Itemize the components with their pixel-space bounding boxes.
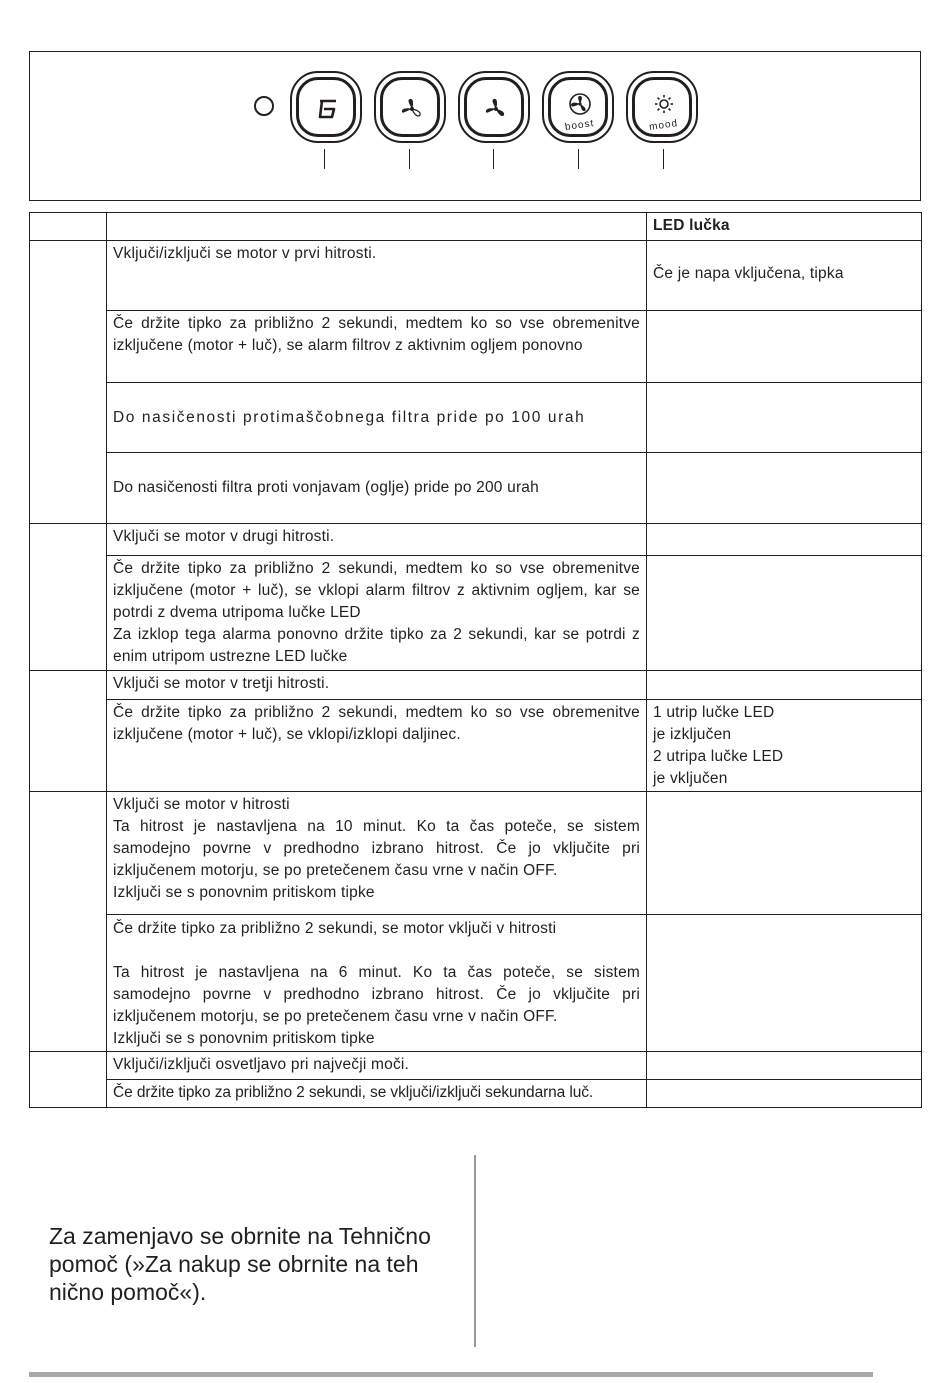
sun-mood-icon [628, 73, 700, 145]
description-text: Izključi se s ponovnim pritiskom tipke [113, 1030, 375, 1047]
column-divider [474, 1155, 476, 1347]
fan-boost-icon [544, 73, 616, 145]
replacement-note: Za zamenjavo se obrnite na Tehnično pomoč (»Za nakup se obrnite na teh nično pomoč«). [49, 1223, 431, 1305]
led-cell [647, 1052, 922, 1080]
table-row [30, 671, 922, 700]
mood-label: mood [648, 118, 679, 133]
led-text: je izključen [653, 726, 732, 743]
footer-rule [29, 1372, 873, 1377]
lock-button[interactable] [290, 71, 362, 143]
table-row [30, 556, 922, 671]
led-cell [647, 1080, 922, 1108]
fan-speed-1-button[interactable] [374, 71, 446, 143]
description-text: Vključi se motor v hitrosti [113, 796, 290, 813]
function-table [29, 212, 922, 1108]
fan-speed-2-button[interactable] [458, 71, 530, 143]
leader-line [578, 149, 579, 169]
table-row [30, 700, 922, 792]
lock-s-icon [292, 73, 364, 145]
led-cell [647, 524, 922, 556]
led-cell [647, 556, 922, 671]
description-text: Izključi se s ponovnim pritiskom tipke [113, 884, 375, 901]
description-cell: Če držite tipko za približno 2 sekundi, medtem ko so vse obremenitve izključene (motor + luč), se vklopi/izklopi daljinec. [107, 700, 647, 792]
description-cell [107, 792, 647, 915]
table-row [30, 453, 922, 524]
description-cell: Vključi se motor v drugi hitrosti. [107, 524, 647, 556]
description-cell [107, 915, 647, 1052]
key-cell [30, 792, 107, 1052]
header-cell-function [107, 213, 647, 241]
boost-button[interactable] [542, 71, 614, 143]
description-cell: Do nasičenosti protimaščobnega filtra pride po 100 urah [107, 383, 647, 453]
description-text: Če držite tipko za približno 2 sekundi, se motor vključi v hitrosti [113, 920, 557, 937]
key-cell [30, 241, 107, 524]
led-cell [647, 383, 922, 453]
table-row [30, 241, 922, 311]
key-cell [30, 524, 107, 671]
led-cell [647, 700, 922, 792]
key-cell [30, 671, 107, 792]
led-cell: Če je napa vključena, tipka [647, 241, 922, 311]
description-cell: Če držite tipko za približno 2 sekundi, se vključi/izključi sekundarna luč. [107, 1080, 647, 1108]
led-text: 1 utrip lučke LED [653, 704, 775, 721]
led-cell [647, 915, 922, 1052]
fan-speed-2-icon [460, 73, 532, 145]
key-cell [30, 1052, 107, 1108]
led-cell [647, 453, 922, 524]
mood-button[interactable] [626, 71, 698, 143]
led-text: je vključen [653, 770, 728, 787]
table-row [30, 524, 922, 556]
description-cell: Vključi se motor v tretji hitrosti. [107, 671, 647, 700]
led-text: 2 utripa lučke LED [653, 748, 784, 765]
led-cell [647, 792, 922, 915]
fan-speed-1-icon [376, 73, 448, 145]
leader-line [324, 149, 325, 169]
header-cell-led: LED lučka [647, 213, 922, 241]
description-cell: Če držite tipko za približno 2 sekundi, medtem ko so vse obremenitve izključene (motor + luč), se alarm filtrov z aktivnim ogljem ponovno [107, 311, 647, 383]
leader-line [493, 149, 494, 169]
boost-label: boost [564, 118, 596, 134]
table-row [30, 1080, 922, 1108]
table-row [30, 792, 922, 915]
leader-line [409, 149, 410, 169]
description-text: Če držite tipko za približno 2 sekundi, medtem ko so vse obremenitve izključene (motor + luč), se vklopi alarm filtrov z aktivnim ogljem, kar se potrdi z dvema utripoma lučke LED [113, 560, 640, 621]
led-cell [647, 311, 922, 383]
description-cell: Vključi/izključi osvetljavo pri največji moči. [107, 1052, 647, 1080]
description-cell: Do nasičenosti filtra proti vonjavam (oglje) pride po 200 urah [107, 453, 647, 524]
description-text: Ta hitrost je nastavljena na 10 minut. Ko ta čas poteče, se sistem samodejno povrne v predhodno izbrano hitrost. Če jo vključite pri izključenem motorju, se po pretečenem času vrne v način OFF. [113, 818, 640, 879]
table-row [30, 311, 922, 383]
table-row [30, 1052, 922, 1080]
description-cell: Vključi/izključi se motor v prvi hitrosti. [107, 241, 647, 311]
table-row [30, 915, 922, 1052]
led-indicator [254, 96, 274, 116]
description-text: Ta hitrost je nastavljena na 6 minut. Ko ta čas poteče, se sistem samodejno povrne v predhodno izbrano hitrost. Če jo vključite pri izključenem motorju, se po pretečenem času vrne v način OFF. [113, 964, 640, 1025]
led-cell [647, 671, 922, 700]
description-cell [107, 556, 647, 671]
leader-line [663, 149, 664, 169]
header-cell-key [30, 213, 107, 241]
table-header-row [30, 213, 922, 241]
description-text: Za izklop tega alarma ponovno držite tipko za 2 sekundi, kar se potrdi z enim utripom ustrezne LED lučke [113, 626, 640, 665]
table-row [30, 383, 922, 453]
